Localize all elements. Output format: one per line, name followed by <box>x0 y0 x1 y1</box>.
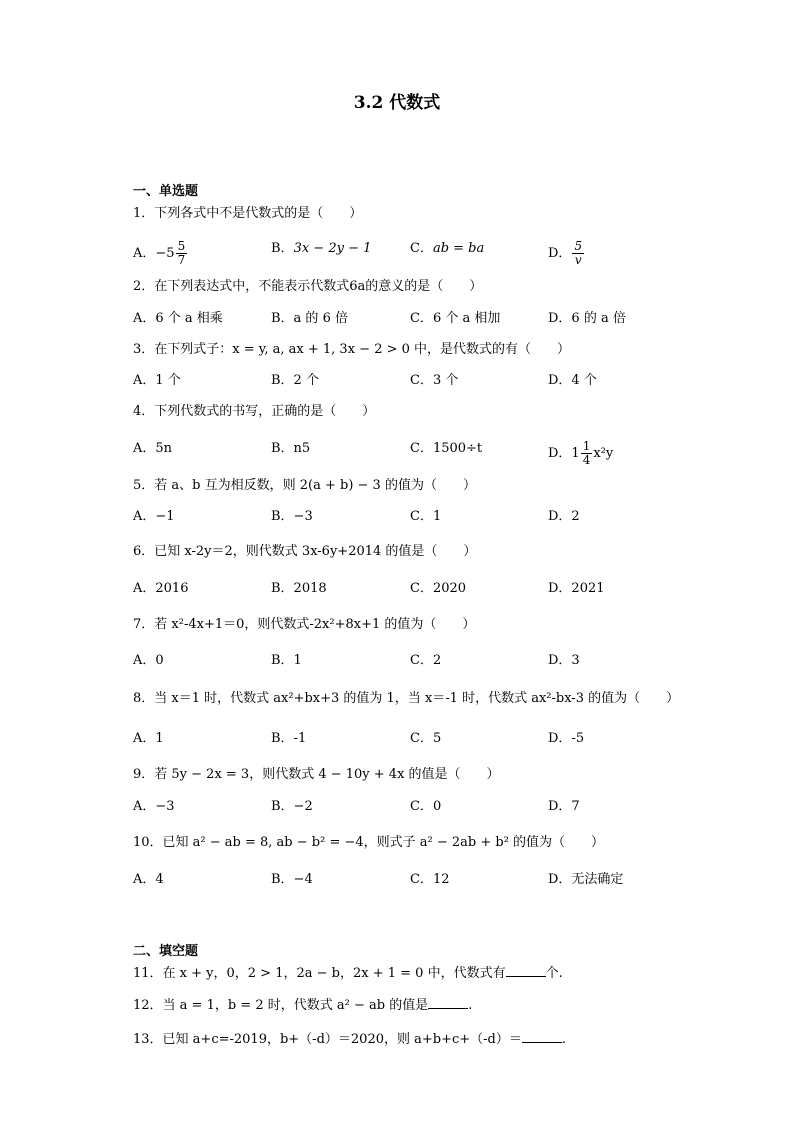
option-b: B．-1 <box>271 731 307 746</box>
option-c: C．1500÷t <box>410 441 483 456</box>
fraction <box>581 440 593 467</box>
option-c: C．5 <box>410 731 442 746</box>
fraction <box>176 240 188 267</box>
option-b: B．1 <box>271 653 302 668</box>
question-8: 8．当 x＝1 时，代数式 ax²+bx+3 的值为 1，当 x＝-1 时，代数式 ax²-bx-3 的值为（ ） <box>133 691 680 706</box>
option-b: B．−3 <box>271 509 313 524</box>
option-d: D．无法确定 <box>548 872 624 887</box>
option-label: D． <box>548 246 572 261</box>
option-b: B．2018 <box>271 581 327 596</box>
option-c: C．2020 <box>410 581 467 596</box>
option-d: D．6 的 a 倍 <box>548 311 626 326</box>
question-text: 12．当 a = 1，b = 2 时，代数式 a² − ab 的值是 <box>133 998 429 1013</box>
option-c: C．0 <box>410 799 442 814</box>
section-heading-single-choice: 一、单选题 <box>133 184 199 199</box>
option-d: D．4 个 <box>548 373 597 388</box>
option-a: A．2016 <box>133 581 189 596</box>
option-c: C．6 个 a 相加 <box>410 311 501 326</box>
option-d: D．2021 <box>548 581 605 596</box>
numerator: 1 <box>582 439 591 453</box>
question-10: 10．已知 a² − ab = 8, ab − b² = −4，则式子 a² − 2ab + b² 的值为（ ） <box>133 835 605 850</box>
question-3: 3．在下列式子：x = y, a, ax + 1, 3x − 2 > 0 中，是代数式的有（ ） <box>133 342 571 357</box>
question-2: 2．在下列表达式中，不能表示代数式6a的意义的是（ ） <box>133 279 483 294</box>
option-a: A．1 <box>133 731 164 746</box>
question-text: 13．已知 a+c=-2019，b+（-d）＝2020，则 a+b+c+（-d）＝ <box>133 1032 522 1047</box>
question-7: 7．若 x²-4x+1＝0，则代数式-2x²+8x+1 的值为（ ） <box>133 617 476 632</box>
question-tail: 个. <box>545 966 563 981</box>
denominator: v <box>574 253 582 267</box>
option-expr: x²y <box>593 446 614 461</box>
option-b: B．−4 <box>271 872 313 887</box>
option-expr: −5 <box>155 246 175 261</box>
answer-blank[interactable] <box>506 964 546 977</box>
option-b: B．a 的 6 倍 <box>271 311 348 326</box>
option-c: C．1 <box>410 509 442 524</box>
option-c: C．3 个 <box>410 373 459 388</box>
option-d: D．2 <box>548 509 580 524</box>
question-5: 5．若 a、b 互为相反数，则 2(a + b) − 3 的值为（ ） <box>133 478 476 493</box>
option-d: D．-5 <box>548 731 585 746</box>
denominator: 7 <box>177 253 186 267</box>
denominator: 4 <box>582 453 591 467</box>
question-13 <box>133 1030 566 1049</box>
question-4: 4．下列代数式的书写，正确的是（ ） <box>133 404 376 419</box>
option-a: A．−1 <box>133 509 175 524</box>
option-label: A． <box>133 246 156 261</box>
option-d <box>548 240 585 267</box>
option-c <box>410 240 484 258</box>
page-title: 3.2 代数式 <box>353 93 441 113</box>
option-expr: ab = ba <box>432 241 485 256</box>
option-label: D．1 <box>548 446 580 461</box>
option-b: B．−2 <box>271 799 313 814</box>
option-a: A．5n <box>133 441 173 456</box>
section-heading-fill-in: 二、填空题 <box>133 944 199 959</box>
option-d: D．3 <box>548 653 580 668</box>
option-a: A．0 <box>133 653 164 668</box>
question-12 <box>133 996 472 1015</box>
question-1: 1．下列各式中不是代数式的是（ ） <box>133 206 363 221</box>
option-a: A．−3 <box>133 799 175 814</box>
option-a <box>133 240 188 267</box>
option-a: A．1 个 <box>133 373 181 388</box>
option-b <box>271 240 371 258</box>
numerator: 5 <box>574 239 583 253</box>
question-text: 11．在 x + y，0，2 > 1，2a − b，2x + 1 = 0 中，代数式有 <box>133 966 506 981</box>
question-9: 9．若 5y − 2x = 3，则代数式 4 − 10y + 4x 的值是（ ） <box>133 767 500 782</box>
option-label: B． <box>271 241 294 256</box>
option-d <box>548 440 613 467</box>
question-tail: . <box>468 998 473 1013</box>
question-11 <box>133 964 563 983</box>
option-b: B．n5 <box>271 441 311 456</box>
answer-blank[interactable] <box>522 1030 562 1043</box>
answer-blank[interactable] <box>428 996 468 1009</box>
option-label: C． <box>410 241 433 256</box>
option-c: C．2 <box>410 653 442 668</box>
fraction <box>572 240 584 267</box>
question-tail: . <box>561 1032 566 1047</box>
option-a: A．4 <box>133 872 164 887</box>
question-6: 6．已知 x-2y＝2，则代数式 3x-6y+2014 的值是（ ） <box>133 544 477 559</box>
option-c: C．12 <box>410 872 450 887</box>
option-b: B．2 个 <box>271 373 319 388</box>
option-d: D．7 <box>548 799 580 814</box>
option-expr: 3x − 2y − 1 <box>293 241 372 256</box>
option-a: A．6 个 a 相乘 <box>133 311 223 326</box>
numerator: 5 <box>177 239 186 253</box>
